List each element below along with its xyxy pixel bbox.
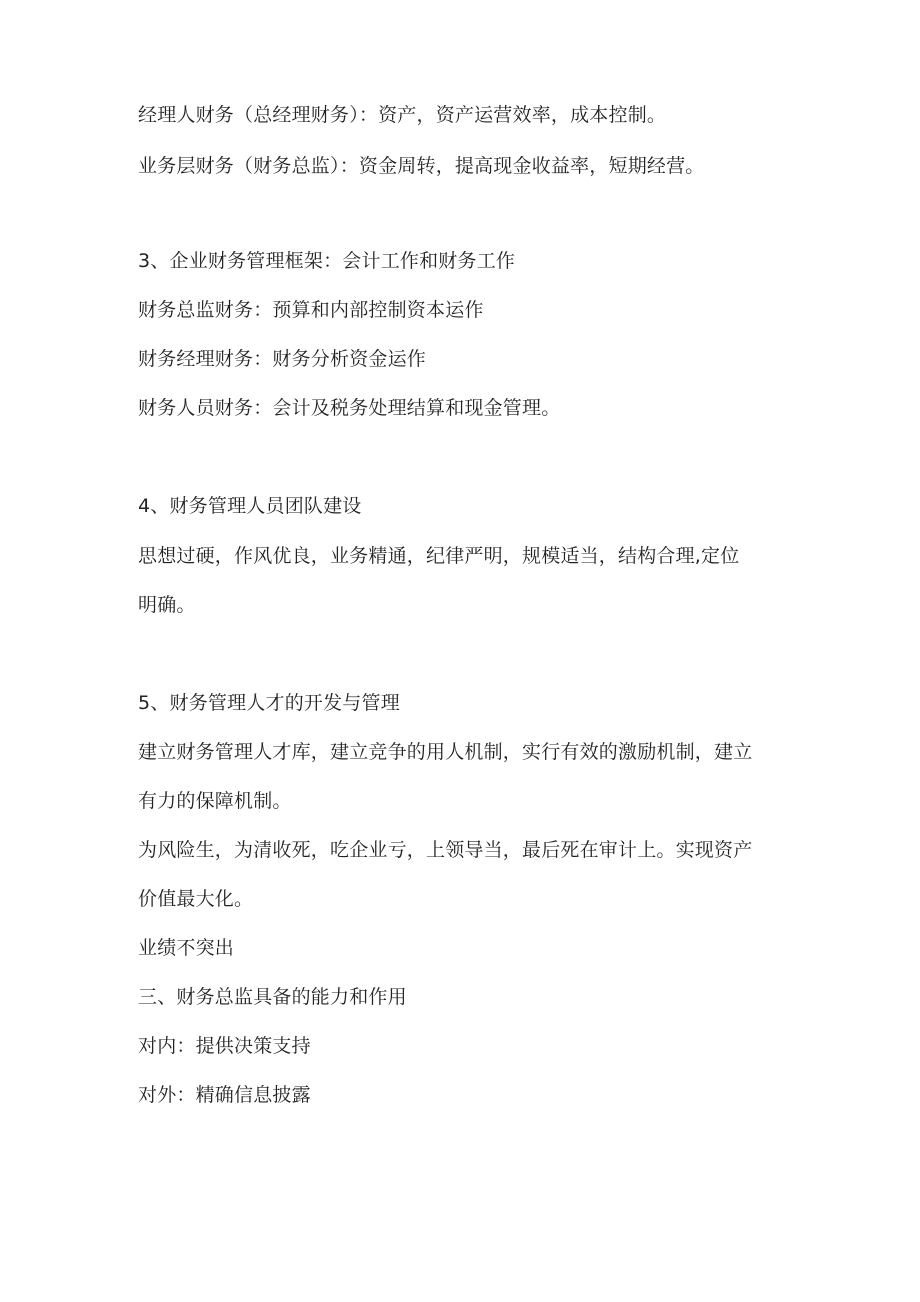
paragraph-risk-line-2: 价值最大化。 [138,888,254,910]
section-heading-4: 4、财务管理人员团队建设 [138,495,362,517]
text-line-finance-staff: 财务人员财务：会计及税务处理结算和现金管理。 [138,397,561,419]
text-line-internal: 对内：提供决策支持 [138,1035,311,1057]
section-heading-three: 三、财务总监具备的能力和作用 [138,986,407,1008]
text-line-manager-finance: 经理人财务（总经理财务）：资产，资产运营效率，成本控制。 [138,104,667,126]
text-line-business-finance: 业务层财务（财务总监）：资金周转，提高现金收益率，短期经营。 [138,155,705,177]
text-line-performance: 业绩不突出 [138,937,235,959]
text-line-cfo-finance: 财务总监财务：预算和内部控制资本运作 [138,299,484,321]
section-heading-3: 3、企业财务管理框架：会计工作和财务工作 [138,250,516,272]
paragraph-risk-line-1: 为风险生，为清收死，吃企业亏，上领导当，最后死在审计上。实现资产 [138,839,753,861]
text-line-external: 对外：精确信息披露 [138,1084,311,1106]
paragraph-talent-line-2: 有力的保障机制。 [138,790,292,812]
paragraph-talent-line-1: 建立财务管理人才库，建立竞争的用人机制，实行有效的激励机制，建立 [138,741,753,763]
paragraph-team-line-2: 明确。 [138,594,196,616]
paragraph-team-line-1: 思想过硬，作风优良，业务精通，纪律严明，规模适当，结构合理,定位 [138,545,740,567]
section-heading-5: 5、财务管理人才的开发与管理 [138,692,400,714]
text-line-finance-manager: 财务经理财务：财务分析资金运作 [138,348,427,370]
